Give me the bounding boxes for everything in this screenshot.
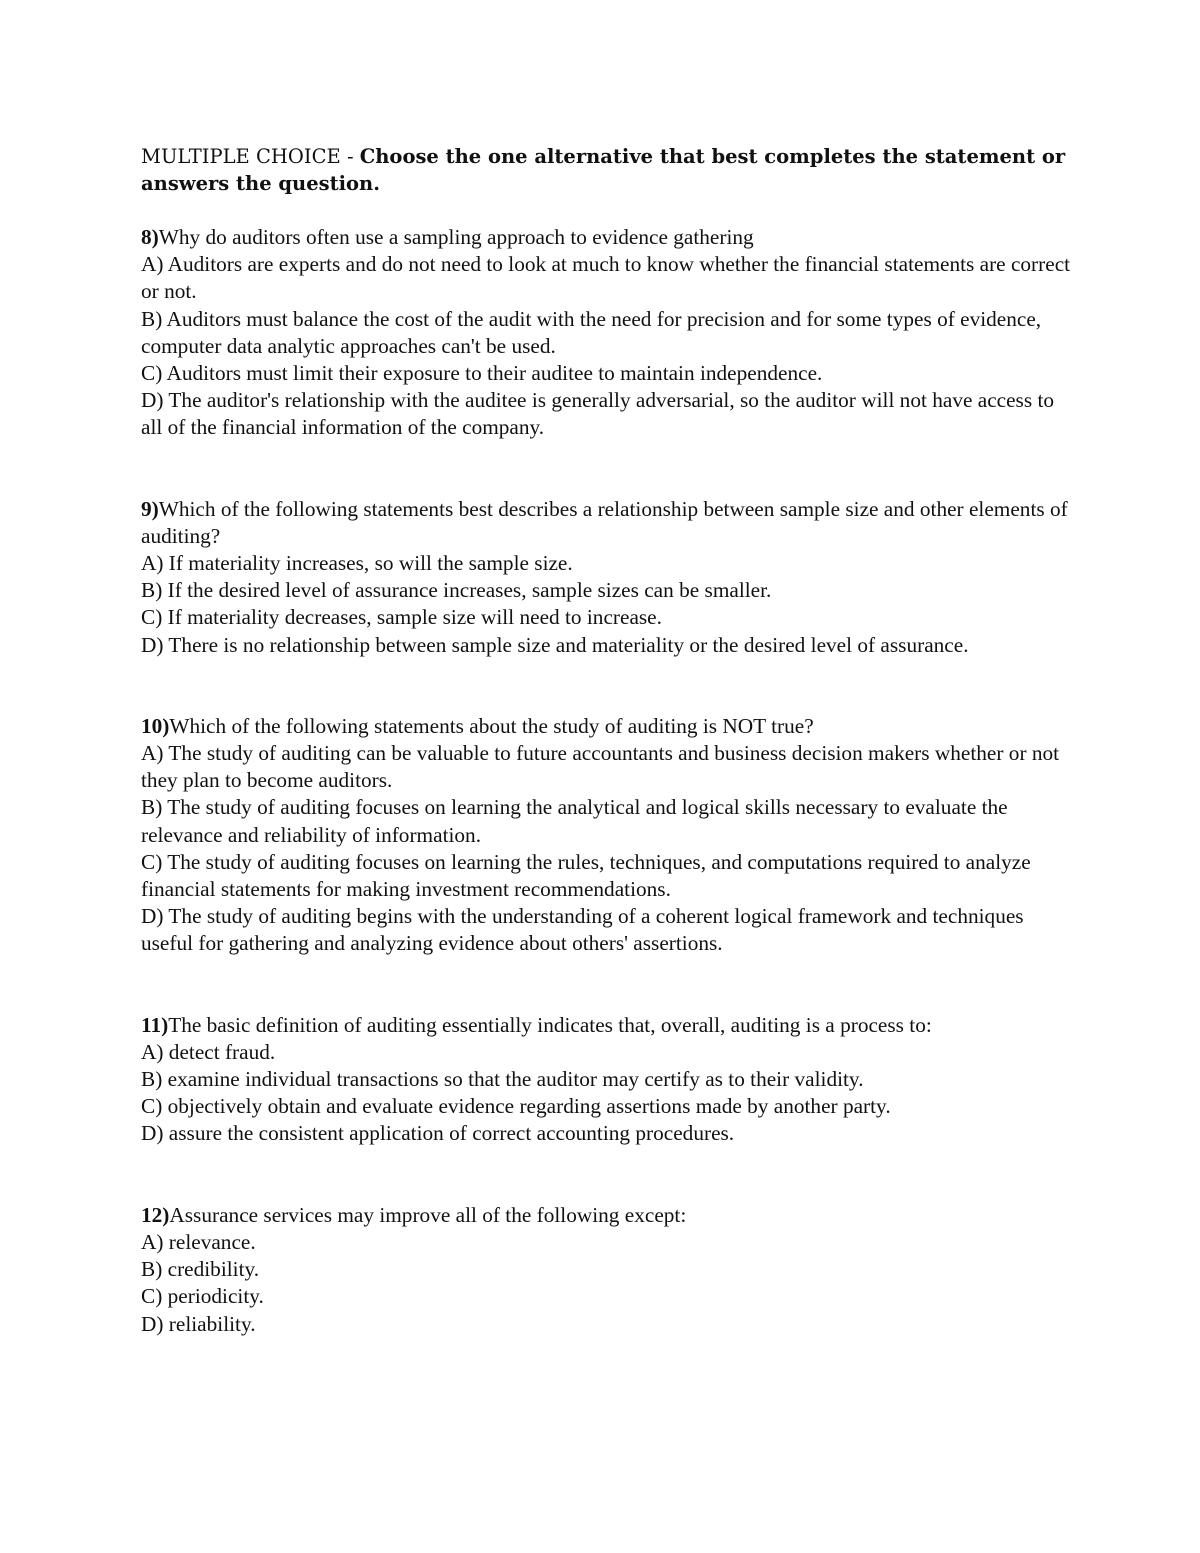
document-body — [141, 143, 1076, 1338]
option-c: C) Auditors must limit their exposure to their auditee to maintain independence. — [141, 361, 823, 386]
heading-lead: MULTIPLE CHOICE - — [141, 145, 360, 168]
question-12 — [141, 1202, 1076, 1338]
question-stem — [141, 496, 1076, 550]
question-text: Assurance services may improve all of the following except: — [169, 1202, 687, 1227]
question-9 — [141, 496, 1076, 659]
section-heading — [141, 143, 1076, 197]
option-a: A) relevance. — [141, 1229, 256, 1254]
option-a: A) Auditors are experts and do not need to look at much to know whether the financial statements are correct or not. — [141, 252, 1071, 304]
option-d: D) There is no relationship between sample size and materiality or the desired level of assurance. — [141, 632, 969, 657]
option-d: D) reliability. — [141, 1311, 256, 1336]
question-text: Why do auditors often use a sampling approach to evidence gathering — [158, 225, 754, 249]
option-c: C) If materiality decreases, sample size will need to increase. — [141, 605, 662, 630]
question-number: 12) — [141, 1202, 170, 1227]
question-text: The basic definition of auditing essentially indicates that, overall, auditing is a process to: — [168, 1012, 932, 1037]
question-text: Which of the following statements best describes a relationship between sample size and other elements of auditing? — [141, 496, 1068, 548]
heading-instruction: Choose the one alternative that best completes the statement or answers the question. — [141, 145, 1066, 195]
question-stem — [141, 1012, 1076, 1039]
option-a: A) If materiality increases, so will the sample size. — [141, 551, 573, 576]
spacer — [141, 442, 1076, 496]
option-c: C) objectively obtain and evaluate evidence regarding assertions made by another party. — [141, 1094, 891, 1119]
option-c: C) periodicity. — [141, 1284, 264, 1309]
spacer — [141, 659, 1076, 713]
question-number: 8) — [141, 225, 159, 249]
option-b: B) Auditors must balance the cost of the audit with the need for precision and for some types of evidence, computer data analytic approaches can't be used. — [141, 306, 1042, 358]
question-number: 11) — [141, 1012, 169, 1037]
option-b: B) examine individual transactions so that the auditor may certify as to their validity. — [141, 1067, 864, 1092]
question-stem — [141, 224, 1076, 251]
option-b: B) The study of auditing focuses on learning the analytical and logical skills necessary to evaluate the relevance and reliability of information. — [141, 795, 1008, 847]
option-d: D) assure the consistent application of correct accounting procedures. — [141, 1121, 735, 1146]
option-a: A) detect fraud. — [141, 1039, 276, 1064]
option-d: D) The study of auditing begins with the understanding of a coherent logical framework and techniques useful for gathering and analyzing evidence about others' assertions. — [141, 904, 1024, 956]
question-11 — [141, 1012, 1076, 1148]
option-b: B) credibility. — [141, 1257, 260, 1282]
question-stem — [141, 713, 1076, 740]
question-text: Which of the following statements about the study of auditing is NOT true? — [169, 713, 814, 738]
spacer — [141, 1148, 1076, 1202]
question-8 — [141, 224, 1076, 442]
option-c: C) The study of auditing focuses on learning the rules, techniques, and computations required to analyze financial statements for making investment recommendations. — [141, 849, 1031, 902]
option-d: D) The auditor's relationship with the auditee is generally adversarial, so the auditor will not have access to all of the financial information of the company. — [141, 388, 1055, 440]
question-number: 9) — [141, 496, 159, 521]
question-10 — [141, 713, 1076, 958]
question-number: 10) — [141, 713, 170, 738]
question-stem — [141, 1202, 1076, 1229]
spacer — [141, 958, 1076, 1012]
option-a: A) The study of auditing can be valuable to future accountants and business decision makers whether or not they plan to become auditors. — [141, 741, 1060, 793]
option-b: B) If the desired level of assurance increases, sample sizes can be smaller. — [141, 578, 772, 603]
